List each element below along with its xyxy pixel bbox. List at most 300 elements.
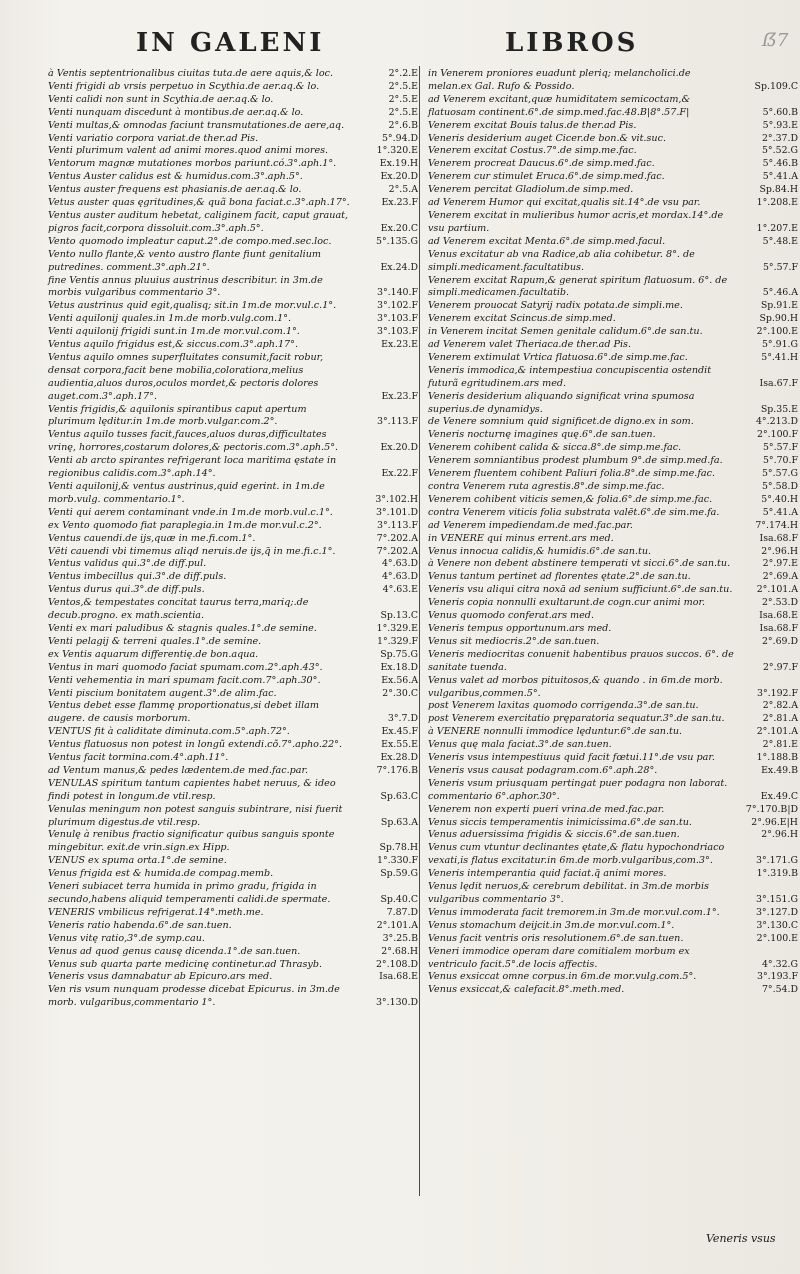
index-entry <box>428 804 798 817</box>
index-entry <box>48 158 418 171</box>
entry-text: Venerem non experti pueri vrina.de med.fac.par. <box>428 803 665 815</box>
entry-reference: 2°.100.E <box>756 932 798 944</box>
entry-reference: 5°.57.F <box>762 442 798 454</box>
index-entry <box>48 726 418 739</box>
entry-text: à VENERE nonnulli immodice lęduntur.6°.de san.tu. <box>428 726 683 738</box>
index-entry <box>428 675 798 701</box>
entry-text: ad Venerem excitant,quæ humiditatem semicoctam,& flatuosam continent.6°.de simp.med.fac.48.B|8°.57.F| <box>428 93 691 118</box>
entry-text: Venti vehementia in mari spumam facit.com.7°.aph.30°. <box>48 674 321 686</box>
index-entry <box>428 946 798 972</box>
index-entry <box>428 920 798 933</box>
entry-text: in Venerem incitat Semen genitale calidum.6°.de san.tu. <box>428 326 703 338</box>
entry-text: ad Venerem valet Theriaca.de ther.ad Pis. <box>428 339 632 351</box>
entry-reference: Ex.24.D <box>380 261 418 273</box>
index-entry <box>48 171 418 184</box>
entry-reference: 3°.151.G <box>756 894 798 905</box>
entry-text: Veneris vsu aliqui citra noxā ad senium sufficiunt.6°.de san.tu. <box>428 584 733 596</box>
entry-reference: Isa.68.E <box>379 971 418 983</box>
index-entry <box>428 546 798 559</box>
index-entry <box>428 507 798 520</box>
entry-text: Venti ex mari paludibus & stagnis quales.1°.de semine. <box>48 622 317 634</box>
index-entry <box>428 868 798 881</box>
column-left <box>48 68 418 1010</box>
index-entry <box>48 429 418 455</box>
index-entry <box>428 249 798 275</box>
entry-text: ad Ventum manus,& pedes lædentem.de med.fac.par. <box>48 764 309 776</box>
index-entry <box>428 984 798 997</box>
entry-text: Ventus cauendi.de ijs,quæ in me.fi.com.1°. <box>48 532 256 544</box>
entry-text: ad Venerem Humor qui excitat,qualis sit.14°.de vsu par. <box>428 197 701 209</box>
index-entry <box>428 481 798 494</box>
catchword: Veneris vsus <box>706 1232 776 1245</box>
entry-reference: Ex.49.C <box>760 790 798 802</box>
index-entry <box>48 700 418 726</box>
entry-reference: Isa.68.F <box>759 532 798 544</box>
index-entry <box>428 817 798 830</box>
entry-reference: 2°.69.D <box>761 635 798 647</box>
entry-text: contra Venerem ruta agrestis.8°.de simp.me.fac. <box>428 481 665 492</box>
entry-reference: 1°.329.E <box>376 622 418 634</box>
entry-reference: 2°.5.E <box>388 93 418 105</box>
entry-text: Venus excitatur ab vna Radice,ab alia cohibetur. 8°. de simpli.medicament.facultatibus. <box>428 248 695 273</box>
index-entry <box>48 959 418 972</box>
index-entry <box>48 210 418 236</box>
entry-reference: Ex.18.D <box>380 661 418 673</box>
index-entry <box>428 236 798 249</box>
entry-text: Venus lędit neruos,& cerebrum debilitat. in 3m.de morbis vulgaribus commentario 3°. <box>428 881 709 905</box>
entry-reference: 3°.193.F <box>756 971 798 983</box>
entry-text: Ventos,& tempestates concitat taurus terra,mariq;.de decub.progno. ex math.scientia. <box>48 597 309 622</box>
index-entry <box>48 120 418 133</box>
entry-text: Veneris immodica,& intempestiua concupiscentia ostendit futurã egritudinem.ars med. <box>428 364 712 389</box>
index-entry <box>48 455 418 481</box>
entry-reference: Ex.49.B <box>761 764 798 776</box>
index-entry <box>428 326 798 339</box>
entry-text: Veneris nocturnę imagines quę.6°.de san.tuen. <box>428 429 656 441</box>
entry-reference: 1°.188.B <box>756 752 798 764</box>
index-entry <box>48 907 418 920</box>
entry-text: Vento quomodo impleatur caput.2°.de compo.med.sec.loc. <box>48 235 332 247</box>
entry-text: Venti calidi non sunt in Scythia.de aer.aq.& lo. <box>48 93 274 105</box>
index-entry <box>48 275 418 301</box>
entry-reference: 5°.94.D <box>381 132 418 144</box>
entry-reference: 1°.329.F <box>376 635 418 647</box>
entry-reference: Sp.109.C <box>754 80 798 92</box>
entry-text: Venus sub quarta parte medicinę continetur.ad Thrasyb. <box>48 958 323 970</box>
entry-text: Venulę à renibus fractio significatur quibus sanguis sponte mingebitur. exit.de vrin.sign.ex Hipp. <box>48 829 335 854</box>
entry-text: à Venere non debent abstinere temperati vt sicci.6°.de san.tu. <box>428 558 731 570</box>
entry-text: Ventus aquilo tusses facit,fauces,aluos duras,difficultates vrinę, horrores,costarum dolores,& pectoris.com.3°.aph.5°. <box>48 429 339 454</box>
entry-reference: 1°.208.E <box>756 197 798 209</box>
entry-text: Veneris copia nonnulli exultarunt.de cogn.cur animi mor. <box>428 597 706 609</box>
entry-reference: 2°.97.F <box>762 661 798 673</box>
index-entry <box>48 778 418 804</box>
index-entry <box>428 133 798 146</box>
entry-reference: 2°.5.E <box>388 106 418 118</box>
entry-reference: 2°.101.A <box>756 584 798 596</box>
index-entry <box>48 623 418 636</box>
entry-text: Venti ab arcto spirantes refrigerant loca maritima ęstate in regionibus calidis.com.3°.aph.14°. <box>48 455 337 480</box>
entry-reference: 4°.63.E <box>382 584 418 596</box>
index-entry <box>428 94 798 120</box>
entry-reference: Ex.45.F <box>381 726 418 738</box>
entry-text: post Venerem laxitas quomodo corrigenda.3°.de san.tu. <box>428 700 699 712</box>
entry-reference: 5°.91.G <box>761 339 798 351</box>
entry-reference: Isa.67.F <box>759 377 798 389</box>
entry-reference: 5°.46.B <box>762 158 798 170</box>
entry-text: Venus tantum pertinet ad florentes ętate.2°.de san.tu. <box>428 571 691 583</box>
entry-text: Ventus aquilo frigidus est,& siccus.com.3°.aph.17°. <box>48 339 298 351</box>
running-header-left: IN GALENI <box>136 28 325 58</box>
entry-reference: 2°.68.H <box>381 945 418 957</box>
entry-reference: 5°.41.A <box>762 171 798 183</box>
entry-text: Venti variatio corpora variat.de ther.ad Pis. <box>48 132 259 144</box>
entry-reference: 5°.52.G <box>761 145 798 157</box>
entry-reference: Sp.84.H <box>759 184 798 196</box>
entry-reference: 4°.63.D <box>381 558 418 570</box>
index-entry <box>428 442 798 455</box>
entry-reference: 5°.70.F <box>762 455 798 467</box>
entry-text: VENTUS fit à caliditate diminuta.com.5°.aph.72°. <box>48 726 290 738</box>
entry-text: Venerem excitat Scincus.de simp.med. <box>428 313 616 325</box>
entry-reference: Ex.55.E <box>381 739 418 751</box>
entry-text: Venus exsiccat,& calefacit.8°.meth.med. <box>428 984 625 996</box>
entry-reference: 5°.135.G <box>376 235 418 247</box>
entry-text: Venus facit ventris oris resolutionem.6°.de san.tuen. <box>428 932 684 944</box>
entry-text: Venerem cohibent calida & sicca.8°.de simp.me.fac. <box>428 442 682 454</box>
entry-reference: 7°.176.B <box>376 764 418 776</box>
entry-text: Venus cum vtuntur declinantes ętate,& flatu hypochondriaco vexati,is flatus excitatur.in 6m.de morb.vulgaribus,com.3°. <box>428 842 725 867</box>
index-entry <box>428 352 798 365</box>
index-entry <box>428 829 798 842</box>
entry-text: Veneris vsum priusquam pertingat puer podagra non laborat. commentario 6°.aphor.30°. <box>428 777 728 802</box>
entry-text: Venus ad quod genus causę dicenda.1°.de san.tuen. <box>48 945 301 957</box>
entry-reference: 2°.100.E <box>756 326 798 338</box>
index-entry <box>48 946 418 959</box>
entry-reference: Sp.40.C <box>380 894 418 905</box>
index-entry <box>428 275 798 301</box>
index-entry <box>428 765 798 778</box>
entry-reference: 7°.174.H <box>755 519 798 531</box>
index-entry <box>48 68 418 81</box>
index-entry <box>428 171 798 184</box>
entry-text: Ventis frigidis,& aquilonis spirantibus caput apertum plurimum lęditur.in 1m.de morb.vulgar.com.2°. <box>48 403 307 428</box>
index-entry <box>48 94 418 107</box>
entry-reference: 3°.140.F <box>376 287 418 299</box>
entry-reference: 2°.96.H <box>761 545 798 557</box>
entry-reference: 2°.108.D <box>375 958 418 970</box>
entry-reference: Ex.20.D <box>380 442 418 454</box>
index-entry <box>428 339 798 352</box>
entry-text: Ventus auster auditum hebetat, caliginem facit, caput grauat, pigros facit,corpora dissoluit.com.3°.aph.5°. <box>48 209 349 234</box>
entry-text: in VENERE qui minus errent.ars med. <box>428 532 614 544</box>
entry-text: Vento nullo flante,& vento austro flante fiunt genitalium putredines. comment.3°.aph.21°. <box>48 248 322 273</box>
index-entry <box>428 197 798 210</box>
index-entry <box>48 145 418 158</box>
entry-text: Venus sit mediocris.2°.de san.tuen. <box>428 635 600 647</box>
entry-reference: Sp.59.G <box>380 868 418 880</box>
entry-reference: 1°.207.E <box>756 222 798 234</box>
entry-reference: 3°.113.F <box>376 519 418 531</box>
entry-text: de Venere somnium quid significet.de digno.ex in som. <box>428 416 694 428</box>
page-corner-mark: ẞ7 <box>762 30 789 51</box>
entry-text: Venus exsiccat omne corpus.in 6m.de mor.vulg.com.5°. <box>428 971 697 983</box>
entry-text: Venti nunquam discedunt à montibus.de aer.aq.& lo. <box>48 106 304 118</box>
index-entry <box>48 481 418 507</box>
entry-text: Venti aquilonij frigidi sunt.in 1m.de mor.vul.com.1°. <box>48 326 300 338</box>
entry-text: Ventus in mari quomodo faciat spumam.com.2°.aph.43°. <box>48 661 323 673</box>
entry-text: Venerem excitat Rapum,& generat spiritum flatuosum. 6°. de simpli.medicamen.facultatib. <box>428 274 728 299</box>
entry-reference: Sp.63.C <box>380 790 418 802</box>
entry-text: ex Ventis aquarum differentię.de bon.aqua. <box>48 648 259 660</box>
entry-text: Ventus imbecillus qui.3°.de diff.puls. <box>48 571 227 583</box>
entry-text: Venulas meningum non potest sanguis subintrare, nisi fuerit plurimum digestus.de vtil.resp. <box>48 803 343 828</box>
entry-reference: Sp.63.A <box>380 816 418 828</box>
entry-text: Ventus Auster calidus est & humidus.com.3°.aph.5°. <box>48 171 303 183</box>
column-divider <box>419 66 420 1196</box>
index-entry <box>48 920 418 933</box>
entry-text: Venerem percitat Gladiolum.de simp.med. <box>428 184 634 196</box>
entry-text: Venti qui aerem contaminant vnde.in 1m.de morb.vul.c.1°. <box>48 506 333 518</box>
index-entry <box>428 391 798 417</box>
entry-reference: 3°.25.B <box>382 932 418 944</box>
running-header-right: LIBROS <box>505 28 639 58</box>
index-entry <box>48 300 418 313</box>
entry-reference: 7°.202.A <box>376 532 418 544</box>
index-entry <box>48 765 418 778</box>
entry-reference: Sp.91.E <box>760 300 798 312</box>
entry-reference: 5°.93.E <box>762 119 798 131</box>
entry-reference: 2°.97.E <box>762 558 798 570</box>
index-entry <box>48 520 418 533</box>
entry-reference: 5°.41.H <box>761 351 798 363</box>
index-entry <box>48 313 418 326</box>
index-entry <box>48 546 418 559</box>
entry-text: Veneris desiderium aliquando significat vrina spumosa superius.de dynamidys. <box>428 390 695 415</box>
index-entry <box>428 455 798 468</box>
entry-reference: 3°.103.F <box>376 326 418 338</box>
entry-reference: 4°.213.D <box>755 416 798 428</box>
entry-reference: 2°.96.E|H <box>751 816 798 828</box>
entry-text: Ventus aquilo omnes superfluitates consumit,facit robur, densat corpora,facit bene mobilia,coloratiora,melius audientia,aluos duros,oculos mordet,& pectoris dolores auget.com.3°.aph.17°. <box>48 351 324 402</box>
entry-reference: Ex.23.F <box>381 197 418 209</box>
entry-text: Venti pelagij & terreni quales.1°.de semine. <box>48 635 262 647</box>
entry-reference: 5°.41.A <box>762 506 798 518</box>
entry-reference: 3°.101.D <box>375 506 418 518</box>
entry-text: fine Ventis annus pluuius austrinus describitur. in 3m.de morbis vulgaribus commentario 3°. <box>48 274 323 299</box>
entry-reference: 5°.57.G <box>761 468 798 480</box>
entry-reference: 2°.100.F <box>756 429 798 441</box>
entry-text: Veneris desiderium auget Cicer.de bon.& vit.suc. <box>428 132 667 144</box>
entry-reference: 4°.32.G <box>761 958 798 970</box>
index-entry <box>428 610 798 623</box>
index-entry <box>428 739 798 752</box>
entry-text: contra Venerem viticis folia substrata valēt.6°.de sim.me.fa. <box>428 506 720 518</box>
entry-text: Venus siccis temperamentis inimicissima.6°.de san.tu. <box>428 816 692 828</box>
entry-text: VENULAS spiritum tantum capientes habet neruus, & ideo findi potest in longum.de vtil.resp. <box>48 777 336 802</box>
index-entry <box>48 404 418 430</box>
index-entry <box>428 649 798 675</box>
entry-text: Venus immoderata facit tremorem.in 3m.de mor.vul.com.1°. <box>428 906 720 918</box>
index-entry <box>48 184 418 197</box>
entry-text: Veneris mediocritas conuenit habentibus prauos succos. 6°. de sanitate tuenda. <box>428 648 734 673</box>
entry-text: Vetus auster quas ęgritudines,& quã bona faciat.c.3°.aph.17°. <box>48 197 350 209</box>
index-entry <box>428 881 798 907</box>
entry-text: Ventus auster frequens est phasianis.de aer.aq.& lo. <box>48 184 302 196</box>
entry-reference: 5°.57.F <box>762 261 798 273</box>
entry-reference: 1°.320.E <box>376 145 418 157</box>
column-right <box>428 68 798 997</box>
entry-reference: 2°.82.A <box>762 700 798 712</box>
entry-text: Venus innocua calidis,& humidis.6°.de san.tu. <box>428 545 652 557</box>
index-entry <box>428 842 798 868</box>
index-entry <box>428 313 798 326</box>
index-entry <box>48 675 418 688</box>
index-entry <box>48 558 418 571</box>
entry-text: Ventus validus qui.3°.de diff.pul. <box>48 558 207 570</box>
index-entry <box>48 636 418 649</box>
index-entry <box>428 520 798 533</box>
entry-text: Venerem cohibent viticis semen,& folia.6°.de simp.me.fac. <box>428 493 713 505</box>
entry-reference: Ex.23.F <box>381 390 418 402</box>
index-entry <box>428 971 798 984</box>
index-entry <box>48 881 418 907</box>
entry-text: Venerem excitat in mulieribus humor acris,et mordax.14°.de vsu partium. <box>428 209 724 234</box>
entry-text: Venus aduersissima frigidis & siccis.6°.de san.tuen. <box>428 829 680 841</box>
index-entry <box>428 429 798 442</box>
index-entry <box>428 300 798 313</box>
entry-reference: 3°.102.F <box>376 300 418 312</box>
entry-reference: 2°.37.D <box>761 132 798 144</box>
entry-reference: 7°.54.D <box>761 984 798 996</box>
index-entry <box>48 584 418 597</box>
entry-reference: 4°.63.D <box>381 571 418 583</box>
index-entry <box>48 739 418 752</box>
entry-reference: 2°.30.C <box>382 687 418 699</box>
entry-text: Veneris vsus intempestiuus quid facit fœtui.11°.de vsu par. <box>428 752 715 764</box>
index-entry <box>48 571 418 584</box>
entry-text: Venus stomachum deijcit.in 3m.de mor.vul.com.1°. <box>428 919 675 931</box>
entry-text: Venti multas,& omnodas faciunt transmutationes.de aere,aq. <box>48 119 345 131</box>
index-entry <box>48 597 418 623</box>
entry-text: Venti frigidi ab vrsis perpetuo in Scythia.de aer.aq.& lo. <box>48 80 320 92</box>
index-entry <box>48 971 418 984</box>
entry-reference: 7.87.D <box>386 906 418 918</box>
index-entry <box>428 558 798 571</box>
entry-reference: 3°.7.D <box>387 713 418 725</box>
entry-text: Veneri subiacet terra humida in primo gradu, frigida in secundo,habens aliquid temperamenti calidi.de spermate. <box>48 881 331 905</box>
entry-text: Ventus durus qui.3°.de diff.puls. <box>48 584 205 596</box>
entry-reference: 2°.101.A <box>756 726 798 738</box>
entry-reference: 7°.202.A <box>376 545 418 557</box>
index-entry <box>48 662 418 675</box>
entry-text: VENUS ex spuma orta.1°.de semine. <box>48 855 227 867</box>
entry-reference: Sp.78.H <box>379 842 418 854</box>
entry-reference: 2°.81.E <box>762 739 798 751</box>
entry-text: Vēti cauendi vbi timemus aliqd neruis.de ijs,q̃ in me.fi.c.1°. <box>48 545 336 557</box>
entry-reference: 3°.127.D <box>755 906 798 918</box>
entry-text: Vetus austrinus quid egit,qualisq; sit.in 1m.de mor.vul.c.1°. <box>48 300 337 312</box>
entry-reference: Ex.56.A <box>381 674 418 686</box>
entry-reference: Ex.28.D <box>380 752 418 764</box>
entry-reference: Sp.13.C <box>380 610 418 622</box>
index-entry <box>428 907 798 920</box>
entry-reference: 5°.58.D <box>761 481 798 492</box>
index-entry <box>428 468 798 481</box>
entry-reference: Isa.68.E <box>759 610 798 622</box>
entry-text: Ven ris vsum nunquam prodesse dicebat Epicurus. in 3m.de morb. vulgaribus,commentario 1°. <box>48 984 340 1009</box>
entry-text: à Ventis septentrionalibus ciuitas tuta.de aere aquis,& loc. <box>48 68 334 79</box>
index-entry <box>428 778 798 804</box>
index-entry <box>428 533 798 546</box>
entry-reference: 2°.5.E <box>388 80 418 92</box>
entry-text: Venerem prouocat Satyrij radix potata.de simpli.me. <box>428 300 683 312</box>
entry-text: Veneris vsus causat podagram.com.6°.aph.28°. <box>428 764 658 776</box>
index-entry <box>48 326 418 339</box>
index-entry <box>48 804 418 830</box>
index-entry <box>48 507 418 520</box>
index-entry <box>428 416 798 429</box>
entry-reference: Sp.35.E <box>760 403 798 415</box>
entry-text: Venti aquilonij quales.in 1m.de morb.vulg.com.1°. <box>48 313 292 325</box>
index-entry <box>48 81 418 94</box>
entry-text: ad Venerem impediendam.de med.fac.par. <box>428 519 633 531</box>
entry-reference: Ex.22.F <box>381 468 418 480</box>
entry-text: Veneris intemperantia quid faciat.q̃ animi mores. <box>428 868 667 880</box>
entry-text: Ventus facit tormina.com.4°.aph.11°. <box>48 752 229 764</box>
entry-reference: 5°.46.A <box>762 287 798 299</box>
index-entry <box>428 158 798 171</box>
index-entry <box>428 571 798 584</box>
entry-reference: 5°.48.E <box>762 235 798 247</box>
entry-text: Venti piscium bonitatem augent.3°.de alim.fac. <box>48 687 277 699</box>
entry-reference: 1°.319.B <box>756 868 798 880</box>
entry-reference: Ex.19.H <box>379 158 418 170</box>
index-entry <box>428 933 798 946</box>
index-entry <box>48 133 418 146</box>
entry-text: Ventorum magnæ mutationes morbos pariunt.có.3°.aph.1°. <box>48 158 337 170</box>
entry-reference: 2°.69.A <box>762 571 798 583</box>
entry-reference: 2°.81.A <box>762 713 798 725</box>
entry-reference: Ex.20.D <box>380 171 418 183</box>
entry-text: Venti aquilonij,& ventus austrinus,quid egerint. in 1m.de morb.vulg. commentario.1°. <box>48 481 325 505</box>
entry-reference: 2°.101.A <box>376 919 418 931</box>
index-entry <box>428 752 798 765</box>
entry-text: Venti plurimum valent ad animi mores.quod animi mores. <box>48 145 329 157</box>
index-entry <box>428 494 798 507</box>
entry-text: Venus frigida est & humida.de compag.memb. <box>48 868 274 880</box>
entry-text: Venerem excitat Costus.7°.de simp.me.fac. <box>428 145 637 157</box>
index-entry <box>48 868 418 881</box>
entry-reference: 3°.171.G <box>756 855 798 867</box>
index-entry <box>428 365 798 391</box>
entry-reference: 3°.130.D <box>375 997 418 1009</box>
entry-text: Venerem cur stimulet Eruca.6°.de simp.med.fac. <box>428 171 665 183</box>
entry-reference: 2°.53.D <box>761 597 798 609</box>
index-entry <box>428 623 798 636</box>
entry-reference: Ex.20.C <box>380 222 418 234</box>
entry-reference: 7°.170.B|D <box>745 803 798 815</box>
entry-reference: 3°.102.H <box>375 493 418 505</box>
entry-text: Ventus debet esse flammę proportionatus,si debet illam augere. de causis morborum. <box>48 700 319 725</box>
index-entry <box>48 688 418 701</box>
entry-text: in Venerem proniores euadunt pleriq; melancholici.de melan.ex Gal. Rufo & Possido. <box>428 68 691 92</box>
index-entry <box>428 184 798 197</box>
index-entry <box>48 107 418 120</box>
entry-reference: 3°.130.C <box>756 919 798 931</box>
entry-reference: 3°.192.F <box>756 687 798 699</box>
entry-text: Venerem extimulat Vrtica flatuosa.6°.de simp.me.fac. <box>428 351 688 363</box>
